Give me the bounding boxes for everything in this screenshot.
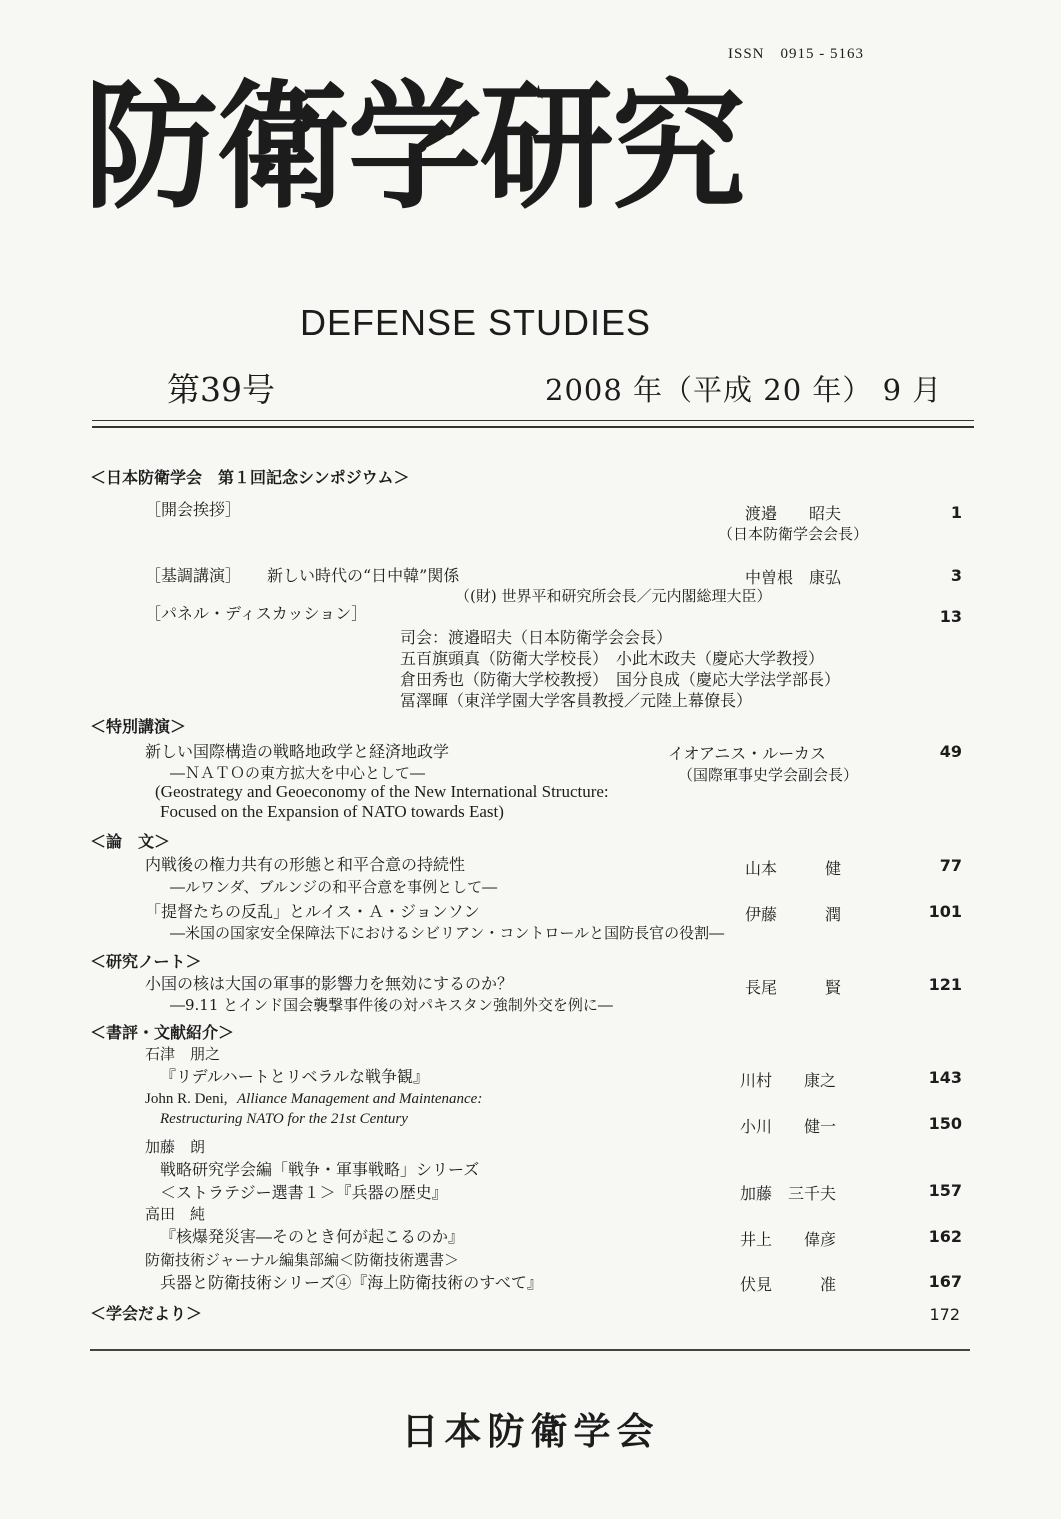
page-number: 49	[939, 742, 962, 761]
review-title[interactable]: 『リデルハートとリベラルな戦争観』	[160, 1067, 429, 1086]
special-english-title: (Geostrategy and Geoeconomy of the New International Structure:	[155, 782, 609, 801]
journal-title-english: DEFENSE STUDIES	[300, 302, 652, 343]
article-subtitle: ―米国の国家安全保障法下におけるシビリアン・コントロールと国防長官の役割―	[170, 924, 725, 942]
keynote-title[interactable]: 新しい時代の“日中韓”関係	[267, 566, 460, 585]
section-research-notes: ＜研究ノート＞	[90, 952, 202, 971]
review-english-title[interactable]: Restructuring NATO for the 21st Century	[160, 1111, 408, 1127]
panel-line: 冨澤暉（東洋学園大学客員教授／元陸上幕僚長）	[400, 691, 753, 710]
article-author: 伊藤 潤	[745, 905, 842, 924]
article-title[interactable]: 「提督たちの反乱」とルイス・Ａ・ジョンソン	[145, 902, 480, 921]
page-number: 1	[950, 503, 962, 522]
section-symposium: ＜日本防衛学会 第１回記念シンポジウム＞	[90, 468, 410, 487]
section-reviews: ＜書評・文献紹介＞	[90, 1023, 235, 1042]
review-title[interactable]: 戦略研究学会編「戦争・軍事戦略」シリーズ	[160, 1160, 480, 1179]
article-author: 山本 健	[745, 859, 842, 878]
review-english-title[interactable]: Alliance Management and Maintenance:	[237, 1091, 483, 1107]
review-reviewer: 伏見 准	[740, 1275, 837, 1294]
issue-date: 2008 年（平成 20 年） 9 月	[545, 373, 943, 407]
issn: ISSN 0915 - 5163	[728, 46, 865, 62]
review-title[interactable]: ＜ストラテジー選書１＞『兵器の歴史』	[160, 1183, 448, 1202]
page-number: 162	[928, 1227, 962, 1246]
opening-label: ［開会挨拶］	[145, 500, 242, 519]
special-english-title: Focused on the Expansion of NATO towards East)	[160, 802, 504, 821]
panel-line: 司会：渡邉昭夫（日本防衛学会会長）	[400, 628, 673, 647]
special-author: イオアニス・ルーカス	[668, 744, 826, 763]
divider	[90, 1349, 970, 1351]
review-book-author: 高田 純	[145, 1205, 206, 1223]
review-reviewer: 川村 康之	[740, 1071, 837, 1090]
note-title[interactable]: 小国の核は大国の軍事的影響力を無効にするのか？	[145, 974, 514, 993]
note-author: 長尾 賢	[745, 978, 842, 997]
page-number: 143	[928, 1068, 962, 1087]
review-book-author: 防衛技術ジャーナル編集部編＜防衛技術選書＞	[145, 1251, 459, 1269]
review-book-author: 加藤 朗	[145, 1138, 206, 1156]
opening-affiliation: （日本防衛学会会長）	[718, 525, 869, 543]
journal-title: 防衛学研究	[84, 65, 744, 228]
page-number: 13	[939, 607, 962, 626]
issue-number: 第39号	[167, 370, 275, 409]
page-number: 172	[929, 1305, 960, 1324]
page-number: 150	[928, 1114, 962, 1133]
publisher: 日本防衛学会	[401, 1410, 660, 1453]
divider	[92, 426, 974, 428]
opening-author: 渡邉 昭夫	[745, 504, 842, 523]
divider	[92, 420, 974, 421]
article-subtitle: ―ルワンダ、ブルンジの和平合意を事例として―	[170, 878, 498, 896]
page-number: 77	[939, 856, 962, 875]
review-reviewer: 加藤 三千夫	[740, 1184, 837, 1203]
page-number: 101	[928, 902, 962, 921]
panel-line: 倉田秀也（防衛大学校教授） 国分良成（慶応大学法学部長）	[400, 670, 841, 689]
article-title[interactable]: 内戦後の権力共有の形態と和平合意の持続性	[145, 855, 466, 874]
keynote-author: 中曽根 康弘	[745, 568, 842, 587]
review-title[interactable]: 兵器と防衛技術シリーズ④『海上防衛技術のすべて』	[160, 1273, 543, 1292]
keynote-label: ［基調講演］	[145, 566, 242, 585]
review-reviewer: 井上 偉彦	[740, 1230, 837, 1249]
review-title[interactable]: 『核爆発災害―そのとき何が起こるのか』	[160, 1227, 465, 1246]
section-society-news: ＜学会だより＞	[90, 1304, 203, 1323]
section-articles: ＜論 文＞	[90, 832, 171, 851]
panel-line: 五百旗頭真（防衛大学校長） 小此木政夫（慶応大学教授）	[400, 649, 825, 668]
review-book-author: John R. Deni,	[145, 1091, 228, 1107]
note-subtitle: ―9.11 とインド国会襲撃事件後の対パキスタン強制外交を例に―	[170, 996, 613, 1014]
special-affiliation: （国際軍事史学会副会長）	[678, 766, 859, 784]
panel-label[interactable]: ［パネル・ディスカッション］	[145, 604, 368, 623]
page-number: 3	[950, 566, 962, 585]
page-number: 121	[928, 975, 962, 994]
special-title[interactable]: 新しい国際構造の戦略地政学と経済地政学	[145, 742, 450, 761]
special-subtitle: ―ＮＡＴＯの東方拡大を中心として―	[170, 764, 426, 782]
page-number: 167	[928, 1272, 962, 1291]
page-number: 157	[928, 1181, 962, 1200]
keynote-affiliation: （(財) 世界平和研究所会長／元内閣総理大臣）	[455, 587, 772, 605]
section-special-lecture: ＜特別講演＞	[90, 717, 187, 736]
review-book-author: 石津 朋之	[145, 1045, 221, 1063]
review-reviewer: 小川 健一	[740, 1117, 837, 1136]
